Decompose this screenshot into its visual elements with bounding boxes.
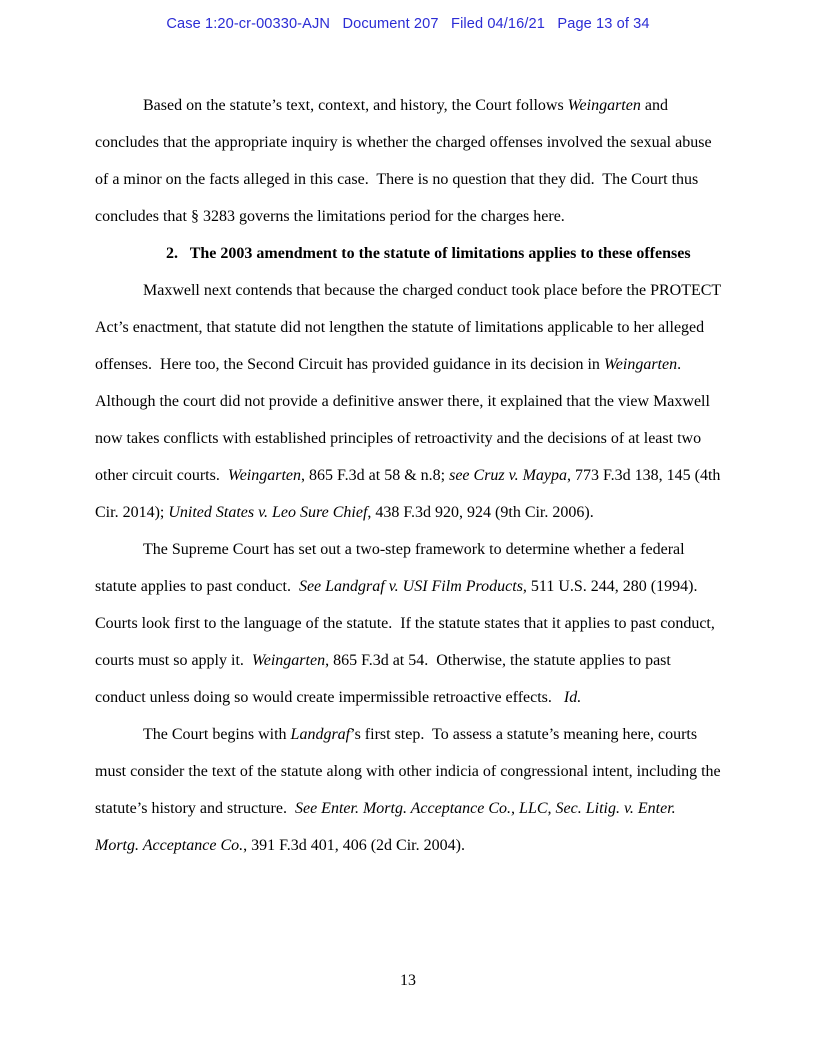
section-heading-2003-amendment: 2. The 2003 amendment to the statute of limitations applies to these offenses [166, 245, 691, 262]
paragraph-maxwell-contention: Maxwell next contends that because the charged conduct took place before the PROTECT Act’s enactment, that statute did not lengthen the statute of limitations applicable to her alleged offenses. Here too, the Second Circuit has provided guidance in its decision in Weingarten. Although the court did not provide a definitive answer there, it explained that the view Maxwell now takes conflicts with established principles of retroactivity and the decisions of at least two other circuit courts. Weingarten, 865 F.3d at 58 & n.8; see Cruz v. Maypa, 773 F.3d 138, 145 (4th Cir. 2014); United States v. Leo Sure Chief, 438 F.3d 920, 924 (9th Cir. 2006). [95, 282, 725, 521]
paragraph-statute-conclusion: Based on the statute’s text, context, and history, the Court follows Weingarten and concludes that the appropriate inquiry is whether the charged offenses involved the sexual abuse of a minor on the facts alleged in this case. There is no question that they did. The Court thus concludes that § 3283 governs the limitations period for the charges here. [95, 97, 716, 225]
paragraph-supreme-court-framework: The Supreme Court has set out a two-step framework to determine whether a federal statute applies to past conduct. See Landgraf v. USI Film Products, 511 U.S. 244, 280 (1994). Courts look first to the language of the statute. If the statute states that it applies to past conduct, courts must so apply it. Weingarten, 865 F.3d at 54. Otherwise, the statute applies to past conduct unless doing so would create impermissible retroactive effects. Id. [95, 541, 719, 706]
document-body [95, 87, 723, 864]
case-caption-header: Case 1:20-cr-00330-AJN Document 207 Filed 04/16/21 Page 13 of 34 [166, 16, 650, 32]
paragraph-landgraf-first-step: The Court begins with Landgraf’s first step. To assess a statute’s meaning here, courts must consider the text of the statute along with other indicia of congressional intent, including the statute’s history and structure. See Enter. Mortg. Acceptance Co., LLC, Sec. Litig. v. Enter. Mortg. Acceptance Co., 391 F.3d 401, 406 (2d Cir. 2004). [95, 726, 725, 854]
page-number: 13 [400, 972, 416, 989]
